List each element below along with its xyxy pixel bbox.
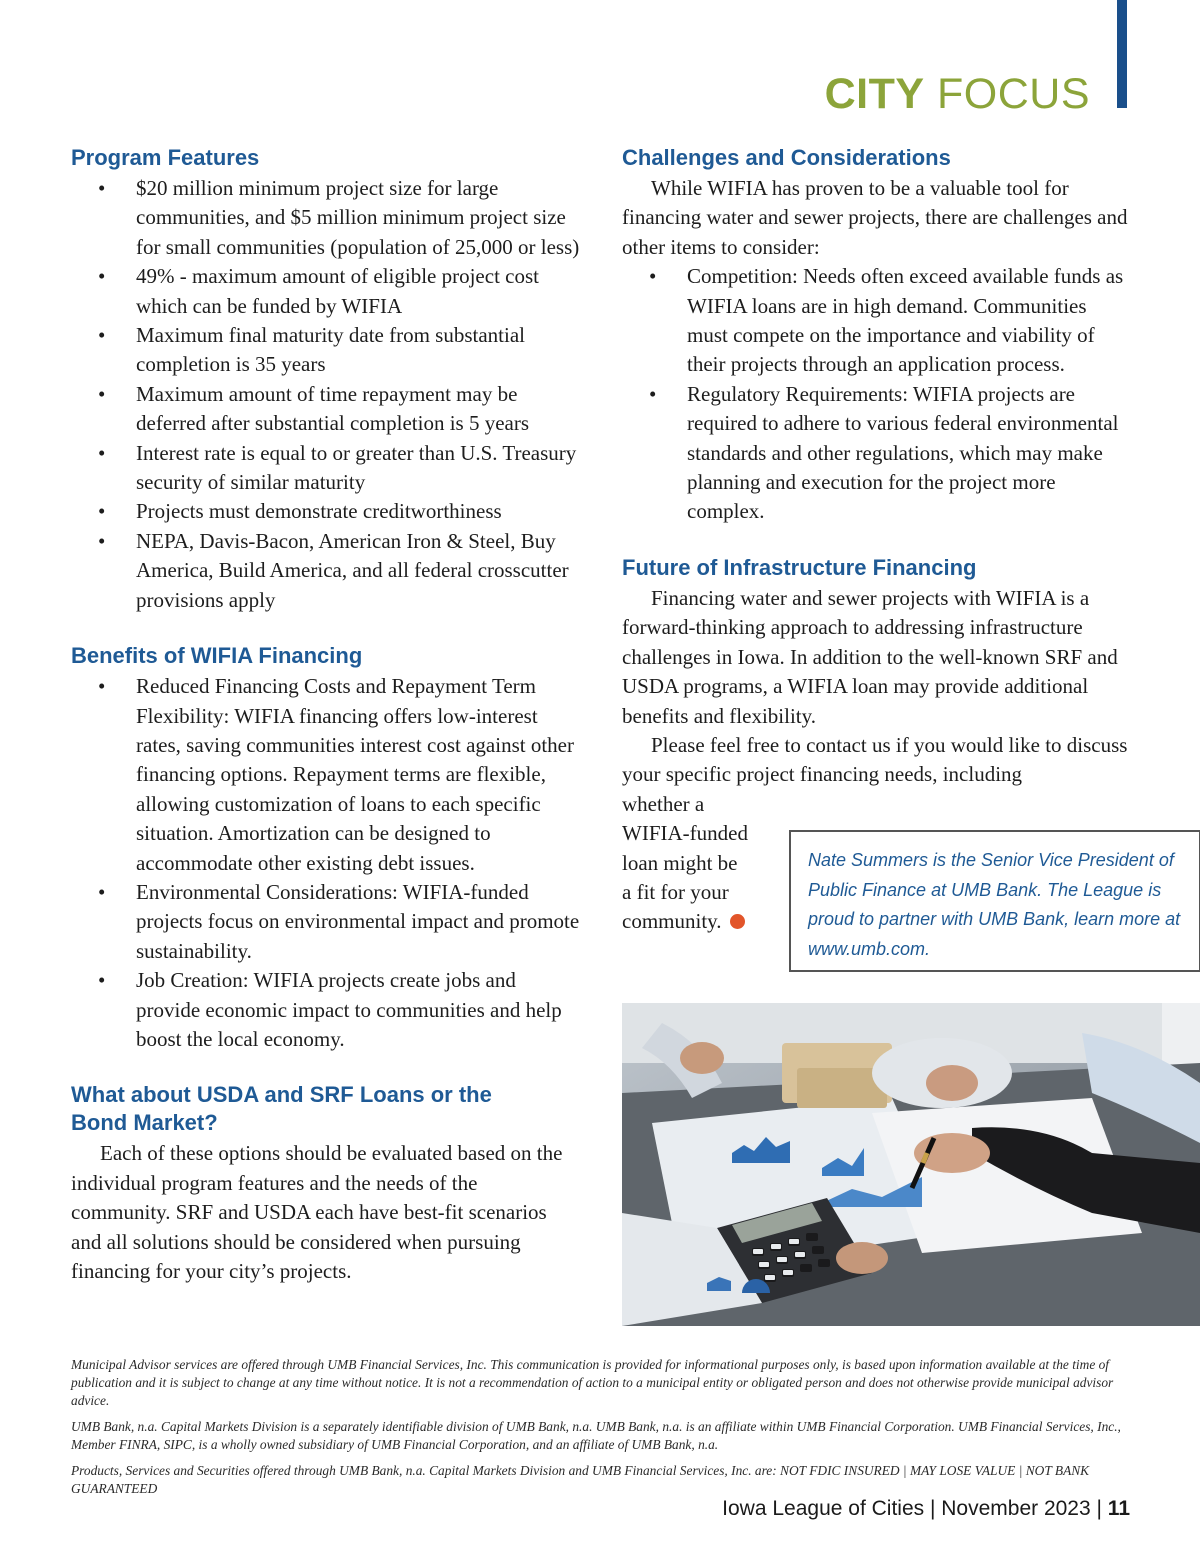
- header-accent-bar: [1117, 0, 1127, 108]
- usda-heading: What about USDA and SRF Loans or the Bond Market?: [71, 1082, 492, 1136]
- usda-body: Each of these options should be evaluated based on the individual program features and the needs of the community. SRF and USDA each have best-fit scenarios and all solutions should be considered when pursuing financing for your city’s projects.: [71, 1141, 563, 1283]
- author-bio-box: [789, 830, 1200, 972]
- text-line: WIFIA-funded: [622, 821, 748, 846]
- list-item: • Maximum amount of time repayment may be deferred after substantial completion is 5 years: [71, 380, 581, 439]
- text-line: a fit for your: [622, 879, 729, 904]
- list-item: • Job Creation: WIFIA projects create jobs and provide economic impact to communities and help boost the local economy.: [71, 966, 581, 1054]
- future-paragraph-1: Financing water and sewer projects with WIFIA is a forward-thinking approach to addressing infrastructure challenges in Iowa. In addition to the well-known SRF and USDA programs, a WIFIA loan may provide additional benefits and flexibility.: [622, 585, 1118, 728]
- list-item: • Competition: Needs often exceed available funds as WIFIA loans are in high demand. Communities must compete on the importance and viability of their projects through an application process.: [622, 262, 1132, 380]
- disclaimer-paragraph: Products, Services and Securities offered through UMB Bank, n.a. Capital Markets Division and UMB Financial Services, Inc. are: NOT FDIC INSURED | MAY LOSE VALUE | NOT BANK GUARANTEED: [71, 1463, 1090, 1496]
- challenges-list: [622, 262, 1132, 527]
- future-heading: Future of Infrastructure Financing: [622, 554, 977, 580]
- left-column: [71, 144, 581, 1286]
- section-title-bold: CITY: [824, 70, 925, 118]
- right-column: [622, 144, 1132, 937]
- text-line: loan might be: [622, 850, 738, 875]
- future-paragraph-2: Please feel free to contact us if you would like to discuss your specific project financing needs, including: [622, 732, 1128, 787]
- challenges-heading: Challenges and Considerations: [622, 145, 951, 170]
- list-item: • Projects must demonstrate creditworthiness: [71, 497, 581, 526]
- program-features-heading: Program Features: [71, 145, 260, 170]
- challenges-intro: While WIFIA has proven to be a valuable tool for financing water and sewer projects, there are challenges and other items to consider:: [622, 176, 1128, 259]
- page-number: 11: [1107, 1497, 1130, 1520]
- list-item: • Reduced Financing Costs and Repayment Term Flexibility: WIFIA financing offers low-interest rates, saving communities interest cost against other financing options. Repayment terms are flexible, allowing customization of loans to each specific situation. Amortization can be designed to accommodate other existing debt issues.: [71, 672, 581, 878]
- section-title: [825, 70, 1090, 119]
- list-item: • 49% - maximum amount of eligible project cost which can be funded by WIFIA: [71, 262, 581, 321]
- benefits-list: [71, 672, 581, 1054]
- business-meeting-photo: [622, 1003, 1200, 1326]
- list-item: • Maximum final maturity date from substantial completion is 35 years: [71, 321, 581, 380]
- end-mark-dot: [730, 914, 745, 929]
- list-item: • Interest rate is equal to or greater than U.S. Treasury security of similar maturity: [71, 439, 581, 498]
- list-item: • $20 million minimum project size for large communities, and $5 million minimum project size for small communities (population of 25,000 or less): [71, 174, 581, 262]
- disclaimer-paragraph: UMB Bank, n.a. Capital Markets Division is a separately identifiable division of UMB Bank, n.a. UMB Bank, n.a. is an affiliate within UMB Financial Corporation. UMB Financial Services, Inc., Member FINRA, SIPC, is a wholly owned subsidiary of UMB Financial Corporation, and an affiliate of UMB Bank, n.a.: [71, 1419, 1121, 1452]
- list-item: • Environmental Considerations: WIFIA-funded projects focus on environmental impact and promote sustainability.: [71, 878, 581, 966]
- page-footer: [722, 1497, 1130, 1521]
- text-line: community.: [622, 909, 722, 934]
- list-item: • Regulatory Requirements: WIFIA projects are required to adhere to various federal environmental standards and other regulations, which may make planning and execution for the project more complex.: [622, 380, 1132, 527]
- section-title-rest: FOCUS: [937, 70, 1090, 118]
- program-features-list: [71, 174, 581, 615]
- legal-disclaimer: [71, 1356, 1131, 1506]
- author-bio: Nate Summers is the Senior Vice President of Public Finance at UMB Bank. The League is proud to partner with UMB Bank, learn more at www.umb.com.: [808, 850, 1181, 959]
- disclaimer-paragraph: Municipal Advisor services are offered through UMB Financial Services, Inc. This communication is provided for informational purposes only, is based upon information available at the time of publication and it is subject to change at any time without notice. It is not a recommendation of action to a municipal entity or obligated person and does not otherwise provide municipal advisor advice.: [71, 1357, 1114, 1408]
- text-line: whether a: [622, 791, 705, 816]
- footer-publication: Iowa League of Cities | November 2023 |: [722, 1497, 1102, 1520]
- benefits-heading: Benefits of WIFIA Financing: [71, 643, 363, 669]
- list-item: • NEPA, Davis-Bacon, American Iron & Steel, Buy America, Build America, and all federal crosscutter provisions apply: [71, 527, 581, 615]
